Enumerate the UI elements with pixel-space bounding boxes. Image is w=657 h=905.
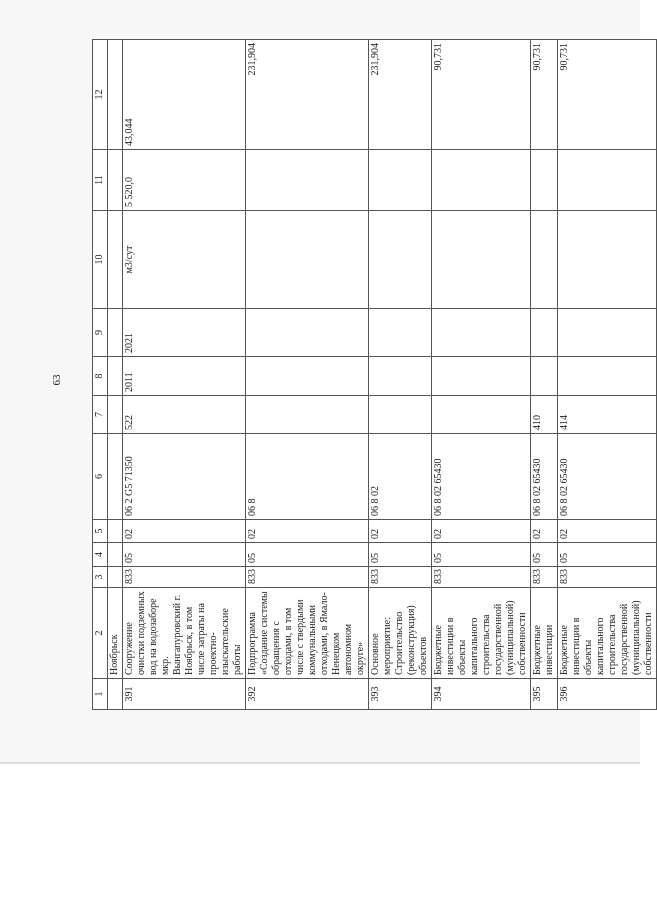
cell-c11 — [531, 150, 558, 211]
cell-c3: 833 — [246, 567, 369, 588]
cell-c3: 833 — [531, 567, 558, 588]
cell-c7: 414 — [558, 396, 657, 434]
cell-c7: 522 — [123, 396, 246, 434]
cell-c11 — [369, 150, 432, 211]
cell-c3: 833 — [123, 567, 246, 588]
cell-c6: 06 2 G5 71350 — [123, 434, 246, 520]
col-number: 5 — [93, 520, 108, 543]
cell-c9: 2021 — [123, 309, 246, 357]
row-number: 393 — [369, 679, 432, 710]
col-number: 7 — [93, 396, 108, 434]
cell-c10 — [369, 211, 432, 309]
cell-c5: 02 — [558, 520, 657, 543]
table-row — [558, 40, 657, 710]
col-number: 6 — [93, 434, 108, 520]
row-name: Бюджетные инвестиции — [531, 588, 558, 679]
cell-c6: 06 8 — [246, 434, 369, 520]
cell-c7 — [246, 396, 369, 434]
row-number: 391 — [123, 679, 246, 710]
cell-c9 — [558, 309, 657, 357]
cell-c10 — [558, 211, 657, 309]
cell-c10 — [246, 211, 369, 309]
cell-c6: 06 8 02 65430 — [531, 434, 558, 520]
row-number: 392 — [246, 679, 369, 710]
cell-c10 — [432, 211, 531, 309]
row-number: 396 — [558, 679, 657, 710]
cell-c5: 02 — [432, 520, 531, 543]
row-name: Бюджетные инвестиции в объекты капитального строительства государственной (муниципальной) собственности — [558, 588, 657, 679]
cell-c8 — [531, 357, 558, 396]
table-row — [123, 40, 246, 710]
col-number: 12 — [93, 40, 108, 150]
row-name: Подпрограмма «Создание системы обращения с отходами, в том числе с твердыми коммунальными отходами, в Ямало-Ненецком автономном округе» — [246, 588, 369, 679]
cell-c6: 06 8 02 65430 — [432, 434, 531, 520]
col-number: 1 — [93, 679, 108, 710]
cell-c5: 02 — [246, 520, 369, 543]
column-number-row — [93, 40, 108, 710]
cell-c4: 05 — [369, 543, 432, 567]
cell-c12: 231,904 — [369, 40, 432, 150]
cell-c6: 06 8 02 — [369, 434, 432, 520]
cell-c10: м3/сут — [123, 211, 246, 309]
cell-c11 — [432, 150, 531, 211]
cell-c9 — [531, 309, 558, 357]
cell-c4: 05 — [432, 543, 531, 567]
table-row — [369, 40, 432, 710]
cell-c4: 05 — [246, 543, 369, 567]
cell-c6: 06 8 02 65430 — [558, 434, 657, 520]
row-number: 395 — [531, 679, 558, 710]
rotated-table-wrapper — [92, 40, 654, 710]
cell-c12: 43,044 — [123, 40, 246, 150]
cell-c4: 05 — [558, 543, 657, 567]
cell-c12: 90,731 — [432, 40, 531, 150]
cell-c8 — [246, 357, 369, 396]
table-row — [531, 40, 558, 710]
cell-c4: 05 — [123, 543, 246, 567]
col-number: 11 — [93, 150, 108, 211]
cell-c3: 833 — [558, 567, 657, 588]
cell-c9 — [432, 309, 531, 357]
cell-c8 — [432, 357, 531, 396]
col-number: 4 — [93, 543, 108, 567]
row-name: Сооружение очистки подземных вод на водозаборе мкр. Вынгапуровский г. Ноябрьск, в том числе затраты на проектно-изыскательские работы — [123, 588, 246, 679]
col-number: 3 — [93, 567, 108, 588]
cell-c7 — [432, 396, 531, 434]
col-number: 10 — [93, 211, 108, 309]
section-title: Ноябрьск — [108, 588, 123, 679]
cell-c4: 05 — [531, 543, 558, 567]
investment-table — [92, 39, 657, 710]
cell-c7: 410 — [531, 396, 558, 434]
cell-c5: 02 — [531, 520, 558, 543]
page-number: 63 — [51, 374, 63, 386]
col-number: 9 — [93, 309, 108, 357]
cell-c9 — [246, 309, 369, 357]
cell-c12: 90,731 — [531, 40, 558, 150]
cell-c7 — [369, 396, 432, 434]
cell-c9 — [369, 309, 432, 357]
page-edge — [0, 762, 640, 764]
col-number: 8 — [93, 357, 108, 396]
cell-c11 — [558, 150, 657, 211]
cell-c11 — [246, 150, 369, 211]
cell-c12: 90,731 — [558, 40, 657, 150]
cell-c5: 02 — [369, 520, 432, 543]
cell-c10 — [531, 211, 558, 309]
cell-c12: 231,904 — [246, 40, 369, 150]
row-name: Бюджетные инвестиции в объекты капитального строительства государственной (муниципальной) собственности — [432, 588, 531, 679]
cell-c5: 02 — [123, 520, 246, 543]
cell-c11: 5 520,0 — [123, 150, 246, 211]
section-row — [108, 40, 123, 710]
row-name: Основное мероприятие: Строительство (реконструкция) объектов — [369, 588, 432, 679]
row-number: 394 — [432, 679, 531, 710]
cell-c8: 2011 — [123, 357, 246, 396]
cell-c8 — [369, 357, 432, 396]
table-row — [246, 40, 369, 710]
cell-c3: 833 — [432, 567, 531, 588]
table-row — [432, 40, 531, 710]
cell-c3: 833 — [369, 567, 432, 588]
cell-c8 — [558, 357, 657, 396]
col-number: 2 — [93, 588, 108, 679]
